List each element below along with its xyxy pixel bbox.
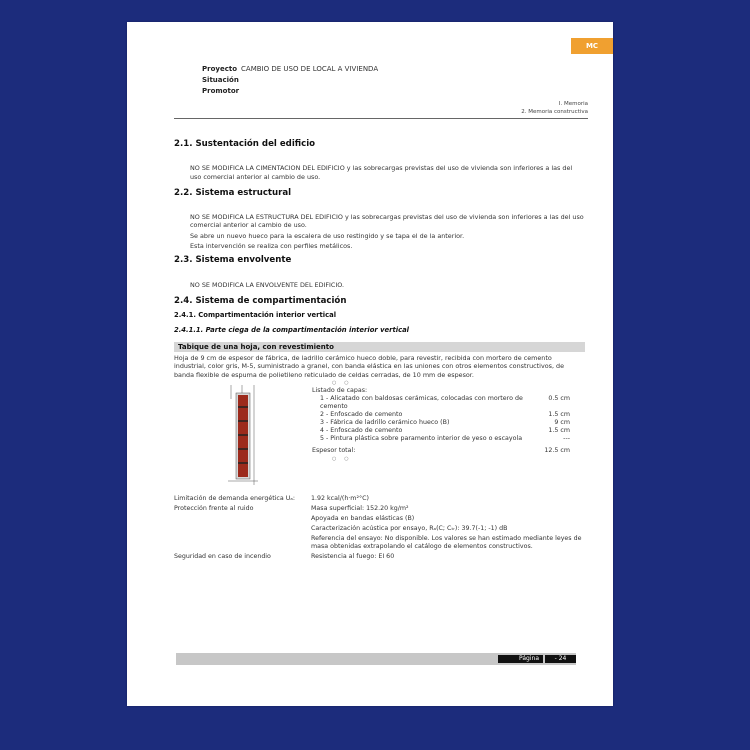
- project-meta: [202, 64, 378, 97]
- footer-page-number: - 24: [545, 655, 576, 663]
- section-ref-line2: 2. Memoria constructiva: [521, 109, 588, 115]
- document-content: [174, 140, 585, 561]
- layer-row: 5 - Pintura plástica sobre paramento interior de yeso o escayola ---: [320, 435, 570, 443]
- total-thickness-row: Espesor total: 12.5 cm: [312, 447, 570, 455]
- layers-title: Listado de capas:: [312, 387, 368, 395]
- prop-fire-value: Resistencia al fuego: EI 60: [311, 553, 395, 561]
- layer-row: 2 - Enfoscado de cemento 1.5 cm: [320, 411, 570, 419]
- properties-table: [174, 495, 585, 561]
- section-reference: [521, 100, 588, 116]
- mc-tab: MC: [571, 38, 613, 54]
- prop-noise-value-4: Referencia del ensayo: No disponible. Los valores se han estimado mediante leyes de masa obtenidas extrapolando el catálogo de elementos constructivos.: [311, 535, 582, 551]
- prop-noise-value-3: Caracterización acústica por ensayo, Rₐ(C; Cₜᵣ): 39.7(-1; -1) dB: [311, 525, 508, 533]
- promotor-label: Promotor: [202, 87, 240, 95]
- header-rule: [174, 118, 588, 119]
- layers-list: [312, 379, 570, 463]
- section-2-1-text: NO SE MODIFICA LA CIMENTACION DEL EDIFICIO y las sobrecargas previstas del uso de vivienda son inferiores a las del uso comercial anterior al cambio de uso.: [190, 164, 573, 181]
- section-2-1-title: 2.1. Sustentación del edificio: [174, 139, 316, 149]
- wall-section-diagram: [228, 385, 258, 485]
- section-2-2-title: 2.2. Sistema estructural: [174, 187, 292, 198]
- proyecto-value: CAMBIO DE USO DE LOCAL A VIVIENDA: [241, 65, 379, 73]
- tabique-header: Tabique de una hoja, con revestimiento: [174, 342, 585, 352]
- section-2-3-title: 2.3. Sistema envolvente: [174, 255, 292, 266]
- footer-page-label: Página: [498, 655, 543, 663]
- layer-row: 3 - Fábrica de ladrillo cerámico hueco (B) 9 cm: [320, 419, 570, 427]
- layer-row: 4 - Enfoscado de cemento 1.5 cm: [320, 427, 570, 435]
- section-2-4-1-title: 2.4.1. Compartimentación interior vertical: [174, 311, 337, 320]
- section-2-4-title: 2.4. Sistema de compartimentación: [174, 295, 347, 306]
- layer-row: 1 - Alicatado con baldosas cerámicas, colocadas con mortero de cemento 0.5 cm: [320, 395, 570, 411]
- prop-energy-value: 1.92 kcal/(h·m²°C): [311, 495, 369, 503]
- section-2-3-text: NO SE MODIFICA LA ENVOLVENTE DEL EDIFICIO.: [190, 280, 345, 289]
- section-2-2-text-3: Esta intervención se realiza con perfiles metálicos.: [190, 242, 353, 251]
- section-2-2-text-2: Se abre un nuevo hueco para la escalera de uso restingido y se tapa el de la anterior.: [190, 231, 465, 240]
- section-2-4-1-1-title: 2.4.1.1. Parte ciega de la compartimentación interior vertical: [174, 325, 410, 334]
- layer-markers-bottom: ○ ○: [332, 456, 349, 463]
- section-2-2-text-1: NO SE MODIFICA LA ESTRUCTURA DEL EDIFICIO y las sobrecargas previstas del uso de vivienda son inferiores a las del uso comercial anterior al cambio de uso.: [190, 213, 584, 230]
- prop-energy-key: Limitación de demanda energética Uₐ:: [174, 495, 295, 503]
- prop-fire-key: Seguridad en caso de incendio: [174, 553, 271, 561]
- wall-section: [174, 379, 585, 495]
- prop-noise-value-2: Apoyada en bandas elásticas (B): [311, 515, 415, 523]
- prop-noise-value-1: Masa superficial: 152.20 kg/m²: [311, 505, 409, 513]
- layer-markers: ○ ○: [332, 380, 349, 387]
- proyecto-label: Proyecto: [202, 65, 238, 73]
- tabique-description: Hoja de 9 cm de espesor de fábrica, de ladrillo cerámico hueco doble, para revestir, recibida con mortero de cemento industrial, color gris, M-5, suministrado a granel, con banda elástica en las uniones con otros elementos constructivos, de banda flexible de espuma de polietileno reticulado de celdas cerradas, de 10 mm de espesor.: [174, 354, 565, 379]
- situacion-label: Situación: [202, 76, 239, 84]
- document-page: [127, 22, 613, 706]
- section-ref-line1: I. Memoria: [558, 101, 588, 107]
- prop-noise-key: Protección frente al ruido: [174, 505, 254, 513]
